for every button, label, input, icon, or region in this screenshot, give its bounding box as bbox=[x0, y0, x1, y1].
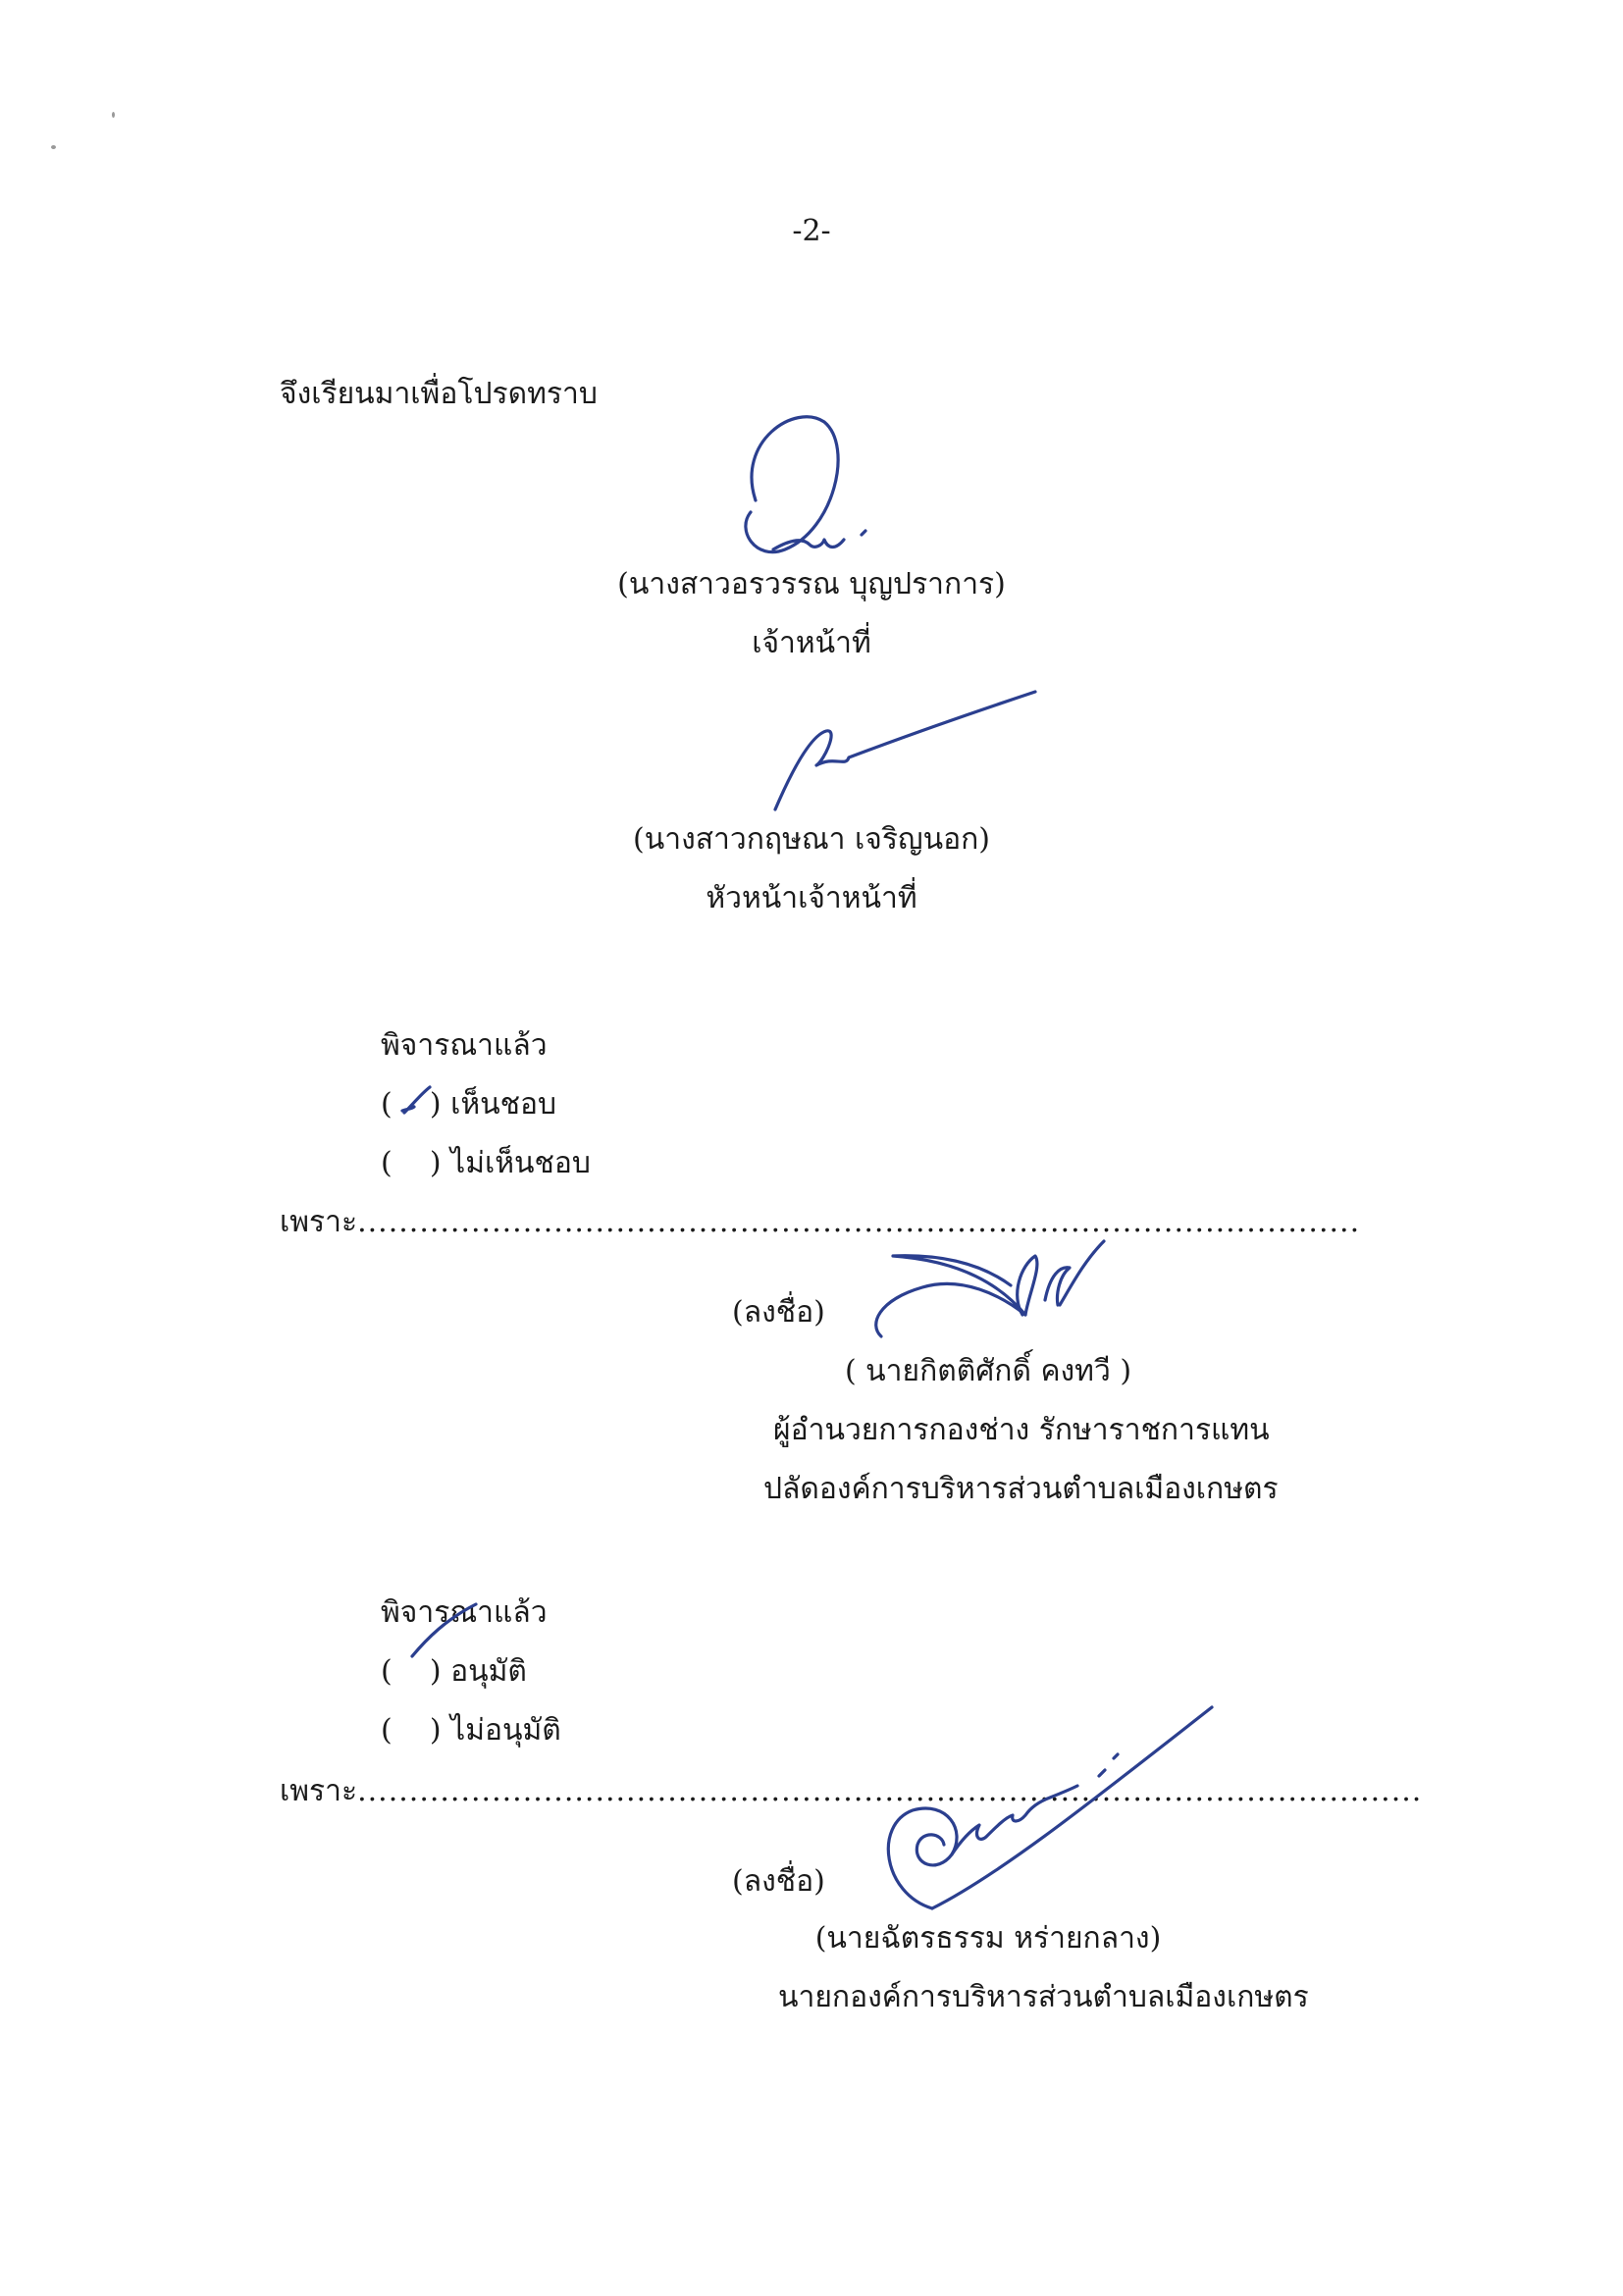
review-2-option-yes bbox=[381, 1654, 527, 1690]
scan-speck bbox=[112, 112, 115, 118]
scan-speck bbox=[51, 145, 56, 149]
reason-label: เพราะ bbox=[280, 1774, 358, 1808]
page-number: -2- bbox=[792, 214, 831, 248]
review-1-option-no bbox=[381, 1146, 591, 1181]
checkbox-paren: ( ) bbox=[381, 1713, 442, 1748]
head-officer-name: (นางสาวกฤษณา เจริญนอก) bbox=[633, 822, 990, 857]
closing-line: จึงเรียนมาเพื่อโปรดทราบ bbox=[280, 377, 598, 411]
review-1-position-line1: ผู้อำนวยการกองช่าง รักษาราชการแทน bbox=[773, 1413, 1270, 1447]
option-no-label: ไม่เห็นชอบ bbox=[450, 1146, 591, 1180]
review-1-position-line2: ปลัดองค์การบริหารส่วนตำบลเมืองเกษตร bbox=[763, 1472, 1279, 1506]
reason-dotted-line: ....................................................................................................... bbox=[357, 1774, 1423, 1808]
checkbox-paren: ( ) bbox=[381, 1087, 442, 1122]
officer-position: เจ้าหน้าที่ bbox=[752, 626, 871, 660]
option-yes-label: อนุมัติ bbox=[450, 1654, 527, 1689]
head-officer-position: หัวหน้าเจ้าหน้าที่ bbox=[706, 881, 917, 915]
review-1-heading: พิจารณาแล้ว bbox=[381, 1028, 548, 1063]
review-2-option-no bbox=[381, 1713, 561, 1748]
checkbox-paren: ( ) bbox=[381, 1146, 442, 1180]
review-1-reason bbox=[280, 1205, 1360, 1240]
officer-name: (นางสาวอรวรรณ บุญปราการ) bbox=[617, 567, 1006, 601]
review-1-sign-label: (ลงชื่อ) bbox=[732, 1295, 825, 1330]
checkmark-icon bbox=[396, 1083, 436, 1122]
mayor-signature bbox=[864, 1707, 1217, 1943]
reason-label: เพราะ bbox=[280, 1205, 358, 1239]
review-2-sign-label: (ลงชื่อ) bbox=[732, 1864, 825, 1899]
review-2-reason bbox=[280, 1774, 1422, 1809]
option-no-label: ไม่อนุมัติ bbox=[450, 1713, 561, 1748]
review-1-name: ( นายกิตติศักดิ์ คงทวี ) bbox=[844, 1354, 1132, 1388]
heading-checkmark-stroke bbox=[402, 1599, 481, 1658]
review-2-position-line1: นายกองค์การบริหารส่วนตำบลเมืองเกษตร bbox=[778, 1980, 1309, 2014]
director-signature bbox=[854, 1226, 1109, 1344]
officer-signature bbox=[716, 402, 913, 569]
review-2-name: (นายฉัตรธรรม หร่ายกลาง) bbox=[814, 1921, 1162, 1956]
reason-dotted-line: ................................................................................................. bbox=[357, 1205, 1361, 1239]
review-2-heading: พิจารณาแล้ว bbox=[381, 1595, 548, 1630]
head-officer-signature bbox=[756, 687, 1050, 824]
checkbox-paren: ( ) bbox=[381, 1654, 442, 1689]
option-yes-label: เห็นชอบ bbox=[450, 1087, 557, 1122]
